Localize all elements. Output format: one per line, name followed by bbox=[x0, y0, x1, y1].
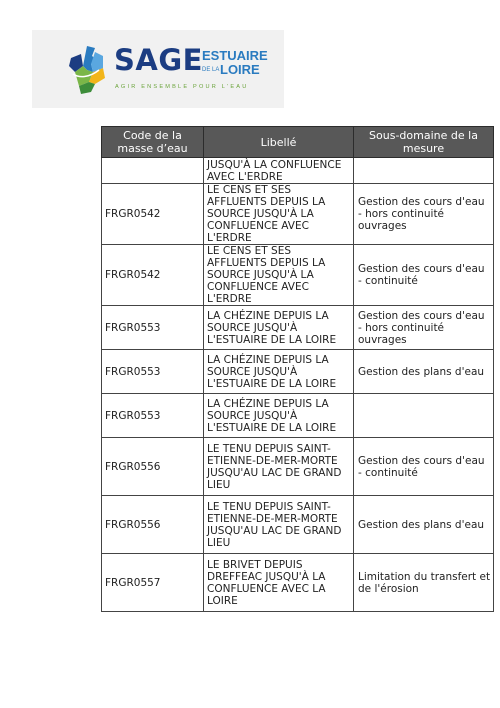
logo-loire-text: LOIRE bbox=[220, 62, 260, 77]
cell-libelle: LE TENU DEPUIS SAINT-ETIENNE-DE-MER-MORTE JUSQU'AU LAC DE GRAND LIEU bbox=[204, 496, 354, 554]
cell-libelle: LA CHÉZINE DEPUIS LA SOURCE JUSQU'À L'ESTUAIRE DE LA LOIRE bbox=[204, 306, 354, 350]
cell-sous-domaine: Gestion des cours d'eau - hors continuité ouvrages bbox=[354, 306, 494, 350]
header-libelle: Libellé bbox=[204, 127, 354, 158]
table-row bbox=[102, 306, 494, 350]
logo-sage-text: SAGE bbox=[114, 43, 203, 77]
cell-sous-domaine: Gestion des plans d'eau bbox=[354, 496, 494, 554]
cell-sous-domaine: Gestion des cours d'eau - continuité bbox=[354, 245, 494, 306]
cell-code: FRGR0542 bbox=[102, 184, 204, 245]
cell-code bbox=[102, 158, 204, 184]
table-row bbox=[102, 438, 494, 496]
table-row bbox=[102, 184, 494, 245]
cell-code: FRGR0556 bbox=[102, 496, 204, 554]
cell-code: FRGR0542 bbox=[102, 245, 204, 306]
cell-libelle: LA CHÉZINE DEPUIS LA SOURCE JUSQU'À L'ESTUAIRE DE LA LOIRE bbox=[204, 350, 354, 394]
header-sous-domaine: Sous-domaine de la mesure bbox=[354, 127, 494, 158]
header-code: Code de la masse d’eau bbox=[102, 127, 204, 158]
cell-libelle: JUSQU'À LA CONFLUENCE AVEC L'ERDRE bbox=[204, 158, 354, 184]
cell-libelle: LA CHÉZINE DEPUIS LA SOURCE JUSQU'À L'ESTUAIRE DE LA LOIRE bbox=[204, 394, 354, 438]
table-row bbox=[102, 496, 494, 554]
cell-code: FRGR0556 bbox=[102, 438, 204, 496]
table-header-row bbox=[102, 127, 494, 158]
cell-code: FRGR0553 bbox=[102, 394, 204, 438]
sage-logo bbox=[32, 30, 284, 108]
cell-code: FRGR0553 bbox=[102, 350, 204, 394]
table-row bbox=[102, 554, 494, 612]
cell-sous-domaine: Gestion des cours d'eau - hors continuité ouvrages bbox=[354, 184, 494, 245]
logo-de-la-text: DE LA bbox=[202, 67, 220, 73]
table-row bbox=[102, 245, 494, 306]
measures-table bbox=[101, 126, 494, 612]
table-row bbox=[102, 158, 494, 184]
sage-emblem-icon bbox=[65, 44, 109, 96]
logo-tagline: AGIR ENSEMBLE POUR L'EAU bbox=[115, 84, 249, 90]
cell-code: FRGR0553 bbox=[102, 306, 204, 350]
cell-libelle: LE TENU DEPUIS SAINT-ETIENNE-DE-MER-MORTE JUSQU'AU LAC DE GRAND LIEU bbox=[204, 438, 354, 496]
cell-sous-domaine: Limitation du transfert et de l'érosion bbox=[354, 554, 494, 612]
cell-sous-domaine: Gestion des cours d'eau - continuité bbox=[354, 438, 494, 496]
table-row bbox=[102, 394, 494, 438]
cell-libelle: LE CENS ET SES AFFLUENTS DEPUIS LA SOURCE JUSQU'À LA CONFLUENCE AVEC L'ERDRE bbox=[204, 184, 354, 245]
cell-code: FRGR0557 bbox=[102, 554, 204, 612]
table-row bbox=[102, 350, 494, 394]
cell-sous-domaine bbox=[354, 394, 494, 438]
cell-libelle: LE BRIVET DEPUIS DREFFEAC JUSQU'À LA CONFLUENCE AVEC LA LOIRE bbox=[204, 554, 354, 612]
cell-libelle: LE CENS ET SES AFFLUENTS DEPUIS LA SOURCE JUSQU'À LA CONFLUENCE AVEC L'ERDRE bbox=[204, 245, 354, 306]
cell-sous-domaine: Gestion des plans d'eau bbox=[354, 350, 494, 394]
logo-estuaire-text: ESTUAIRE bbox=[202, 48, 268, 63]
cell-sous-domaine bbox=[354, 158, 494, 184]
